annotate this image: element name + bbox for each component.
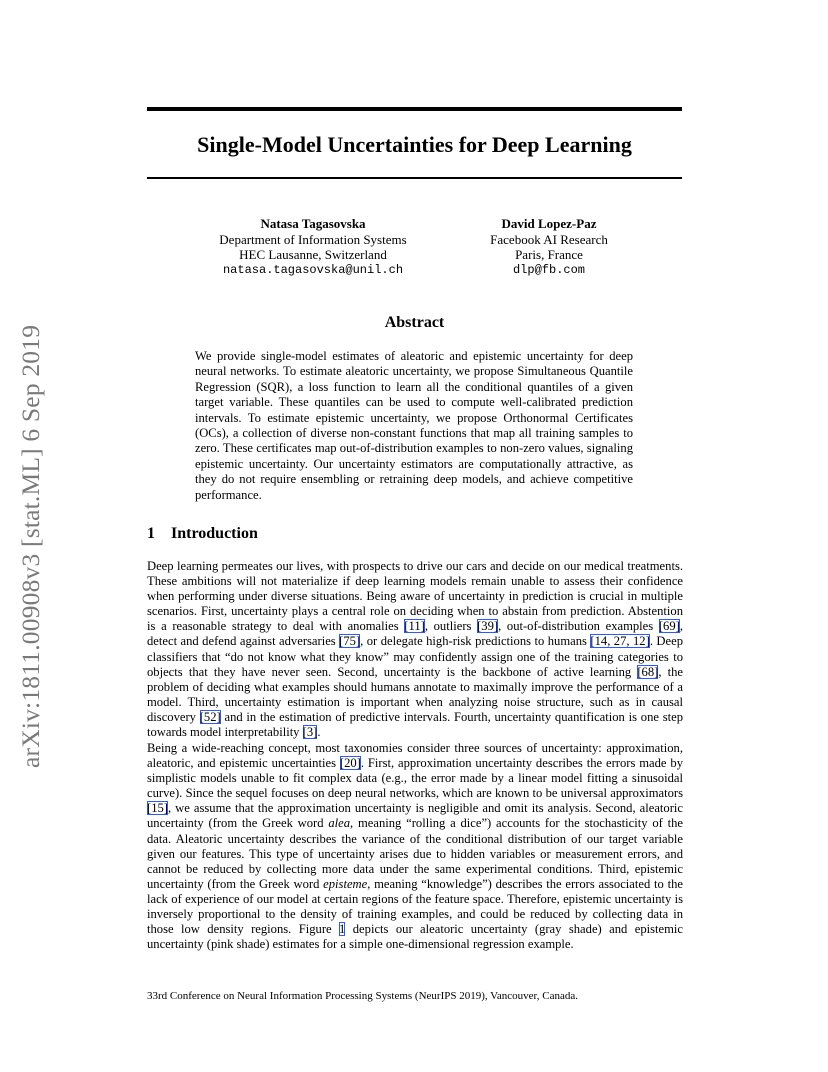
author-name: Natasa Tagasovska [260,216,366,231]
intro-paragraph-1 [147,559,683,740]
paper-title: Single-Model Uncertainties for Deep Learning [197,132,632,157]
text-span: Deep learning permeates our lives, with prospects to drive our cars and decide on our medical treatments. These ambitions will not materialize if deep learning models remain unable to assess their confidence when performing under diverse situations. Being aware of uncertainty in prediction is crucial in multiple scenarios. First, uncertainty plays a central role on deciding when to abstain from prediction. Abstention is a reasonable strategy to deal with anomalies [147,559,683,634]
text-span: . First, approximation uncertainty describes the errors made by simplistic models unable to fit complex data (e.g., the error made by a linear model fitting a sinusoidal curve). Since the sequel focuses on deep neural networks, which are known to be universal approximators [147,756,684,801]
section-title: Introduction [171,525,258,542]
author-name: David Lopez-Paz [501,216,597,231]
author-affiliation: Paris, France [515,247,583,262]
citation-link[interactable]: [15] [147,801,168,816]
intro-paragraph-2 [147,741,683,952]
emphasis-word: alea [328,816,351,831]
citation-link[interactable]: [3] [302,725,318,740]
section-number: 1 [147,525,155,542]
text-span: depicts our aleatoric uncertainty (gray shade) and epistemic uncertainty (pink shade) estimates for a simple one-dimensional regression example. [147,922,684,952]
citation-link[interactable]: [20] [339,756,361,771]
text-span: , outliers [424,619,478,634]
author-block-2 [434,216,664,278]
text-span: . [317,725,321,740]
emphasis-word: episteme [323,876,368,891]
title-bottom-rule [147,177,682,179]
text-span: Being a wide-reaching concept, most taxonomies consider three sources of uncertainty: approximation, aleatoric, and epistemic uncertainties [147,741,683,771]
title-top-rule [147,107,682,111]
citation-link[interactable]: [69] [658,619,680,634]
citation-link[interactable]: [68] [637,664,659,679]
citation-link[interactable]: [52] [199,709,221,724]
arxiv-stamp: arXiv:1811.00908v3 [stat.ML] 6 Sep 2019 [16,324,45,768]
citation-link[interactable]: [11] [404,619,425,634]
author-affiliation: HEC Lausanne, Switzerland [239,247,387,262]
text-span: , we assume that the approximation uncertainty is negligible and omit its analysis. Second, aleatoric uncertainty (from the Greek word [147,801,683,831]
abstract-text: We provide single-model estimates of aleatoric and epistemic uncertainty for deep neural networks. To estimate aleatoric uncertainty, we propose Simultaneous Quantile Regression (SQR), a loss function to learn all the conditional quantiles of a given target variable. These quantiles can be used to compute well-calibrated prediction intervals. To estimate epistemic uncertainty, we propose Orthonormal Certificates (OCs), a collection of diverse non-constant functions that map all training samples to zero. These certificates map out-of-distribution examples to non-zero values, signaling epistemic uncertainty. Our uncertainty estimators are computationally attractive, as they do not require ensembling or retraining deep models, and achieve competitive performance. [195,349,633,502]
citation-link[interactable]: [14, 27, 12] [590,634,650,649]
author-block-1 [198,216,428,278]
author-email: natasa.tagasovska@unil.ch [222,262,404,277]
citation-link[interactable]: [39] [477,619,499,634]
figure-ref-link[interactable]: 1 [339,922,346,937]
abstract-heading: Abstract [384,314,445,331]
text-span: . Deep classifiers that “do not know what they know” may confidently assign one of the training categories to objects that they have never seen. Second, uncertainty is the backbone of active learning [147,634,683,679]
text-span: , or delegate high-risk predictions to humans [360,634,591,649]
text-span: , meaning “rolling a dice”) accounts for the stochasticity of the data. Aleatoric uncertainty describes the variance of the conditional distribution of our target variable given our features. This type of uncertainty arises due to hidden variables or measurement errors, and cannot be reduced by collecting more data under the same experimental conditions. Third, epistemic uncertainty (from the Greek word [147,816,683,891]
text-span: , meaning “knowledge”) describes the errors associated to the lack of experience of our model at certain regions of the feature space. Therefore, epistemic uncertainty is inversely proportional to the density of training examples, and could be reduced by collecting data in those low density regions. Figure [147,876,683,937]
section-heading [147,525,258,543]
author-email: dlp@fb.com [512,262,585,277]
text-span: , detect and defend against adversaries [147,619,683,649]
conference-footnote: 33rd Conference on Neural Information Processing Systems (NeurIPS 2019), Vancouver, Canada. [147,990,579,1002]
author-affiliation: Department of Information Systems [219,231,407,247]
text-span: and in the estimation of predictive intervals. Fourth, uncertainty quantification is one step towards model interpretability [147,709,684,740]
author-affiliation: Facebook AI Research [490,231,608,247]
citation-link[interactable]: [75] [339,634,361,649]
text-span: , out-of-distribution examples [498,619,659,634]
text-span: , the problem of deciding what examples should humans annotate to maximally improve the performance of a model. Third, uncertainty estimation is important when analyzing noise structure, such as in causal discovery [147,664,683,724]
